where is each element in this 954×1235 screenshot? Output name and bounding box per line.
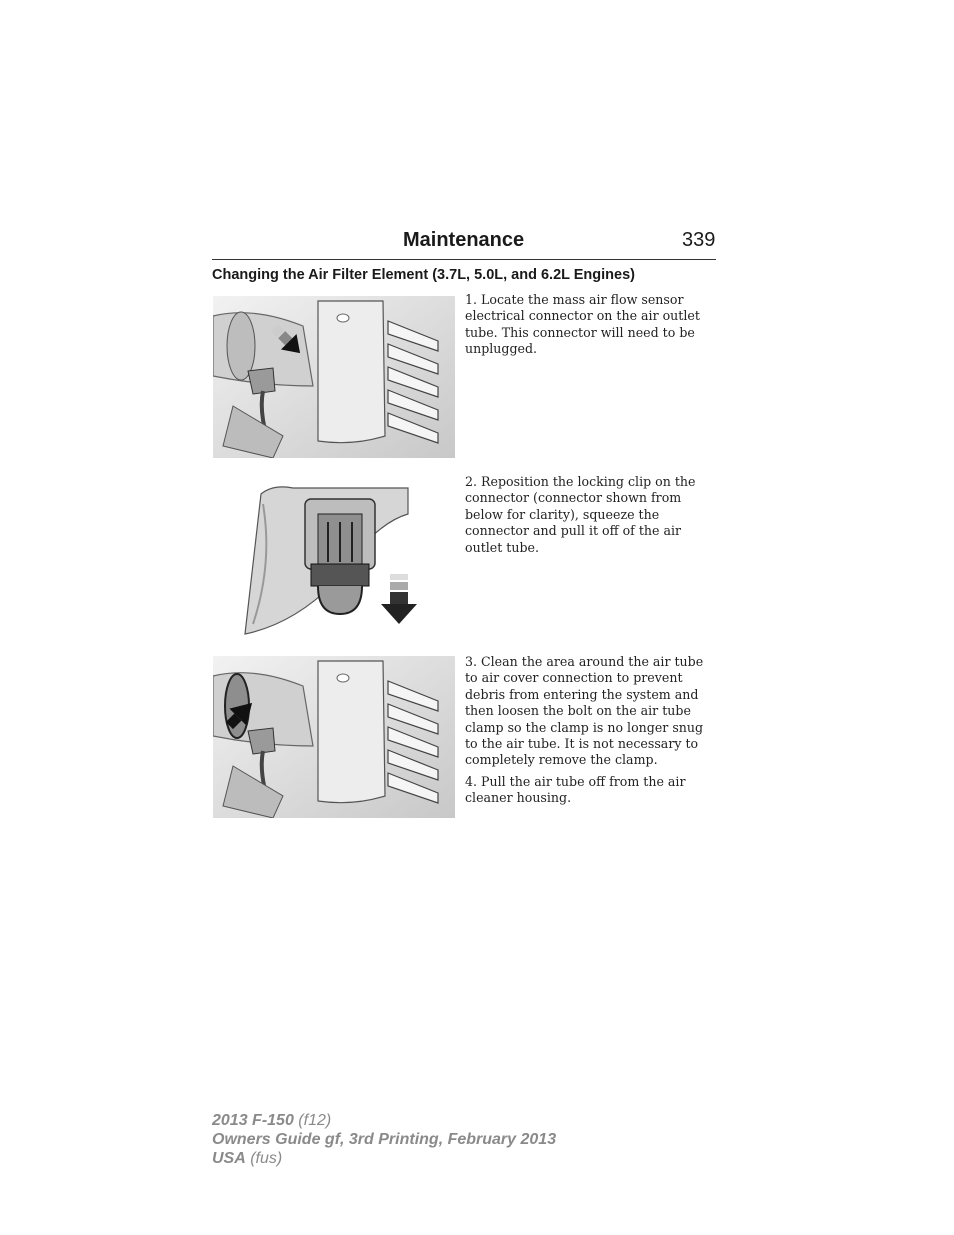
- section-heading: Changing the Air Filter Element (3.7L, 5.0L, and 6.2L Engines): [212, 267, 635, 283]
- footer-model-line: [212, 1112, 331, 1130]
- step-4: 4. Pull the air tube off from the air cleaner housing.: [465, 773, 686, 806]
- step-1: 1. Locate the mass air flow sensor electrical connector on the air outlet tube. This connector will need to be unplugged.: [465, 292, 700, 357]
- step-2-text: [465, 474, 717, 556]
- figure-air-tube-clamp: [213, 656, 455, 818]
- step-2: 2. Reposition the locking clip on the connector (connector shown from below for clarity), squeeze the connector and pull it off of the air outlet tube.: [465, 474, 696, 555]
- step-1-text: [465, 292, 717, 358]
- footer-model: 2013 F-150: [212, 1112, 294, 1129]
- figure-maf-connector: [213, 296, 455, 458]
- header-divider: [212, 259, 716, 260]
- step-3-4-text: [465, 654, 717, 807]
- figure-connector-below: [213, 474, 455, 636]
- footer-printing: Owners Guide gf, 3rd Printing, February 2013: [212, 1131, 557, 1148]
- step-3: 3. Clean the area around the air tube to air cover connection to prevent debris from entering the system and then loosen the bolt on the air tube clamp so the clamp is no longer snug to the air tube. It is not necessary to completely remove the clamp.: [465, 654, 704, 768]
- page-number: 339: [682, 229, 716, 251]
- footer-market-code: (fus): [245, 1150, 283, 1167]
- footer-model-code: (f12): [293, 1112, 332, 1129]
- footer-market: USA: [212, 1150, 246, 1167]
- section-title: Maintenance: [403, 229, 525, 251]
- footer-market-line: [212, 1150, 282, 1168]
